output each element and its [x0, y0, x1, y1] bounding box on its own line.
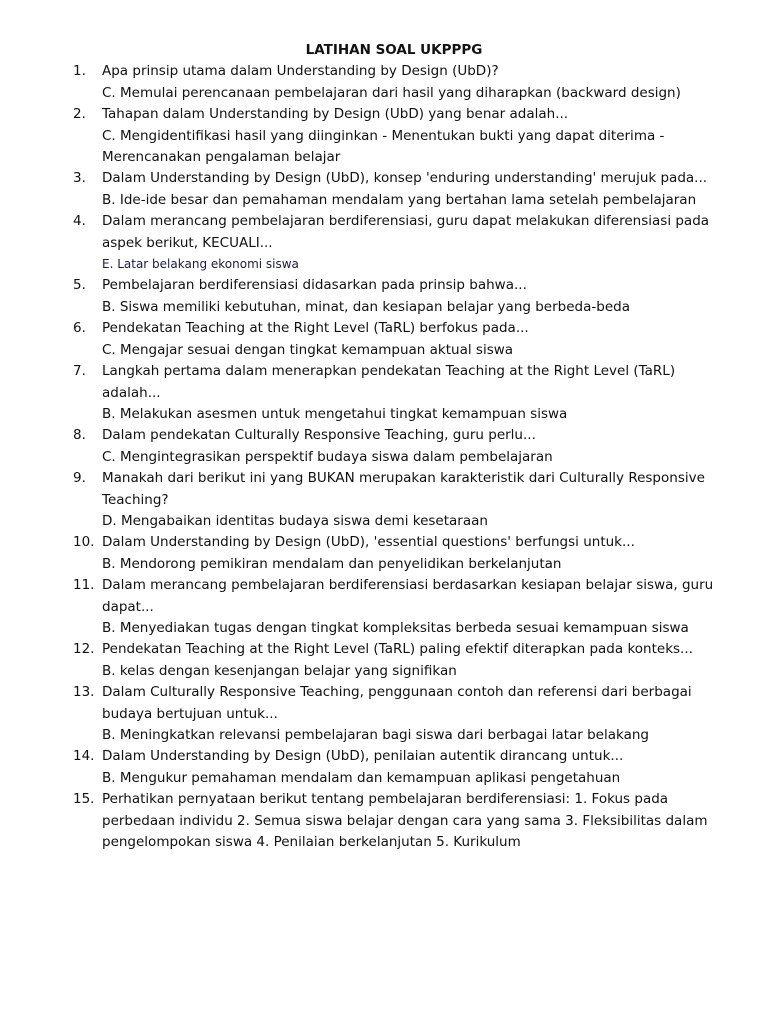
question-item	[0, 168, 768, 211]
question-item	[0, 639, 768, 682]
question-text: Apa prinsip utama dalam Understanding by Design (UbD)?	[102, 63, 499, 80]
answer-text: C. Mengidentifikasi hasil yang diinginkan - Menentukan bukti yang dapat diterima - Merencanakan pengalaman belajar	[102, 127, 665, 166]
answer-text: B. Meningkatkan relevansi pembelajaran bagi siswa dari berbagai latar belakang	[102, 727, 649, 743]
question-text: Manakah dari berikut ini yang BUKAN merupakan karakteristik dari Culturally Responsive Teaching?	[102, 470, 705, 508]
question-text: Pendekatan Teaching at the Right Level (TaRL) paling efektif diterapkan pada konteks...	[102, 641, 693, 658]
answer-text: B. Menyediakan tugas dengan tingkat kompleksitas berbeda sesuai kemampuan siswa	[102, 619, 689, 636]
question-number: 2.	[73, 106, 86, 123]
answer-text: B. Ide-ide besar dan pemahaman mendalam yang bertahan lama setelah pembelajaran	[102, 191, 697, 208]
question-item	[0, 575, 768, 639]
question-number: 7.	[73, 363, 86, 380]
answer-text: E. Latar belakang ekonomi siswa	[102, 257, 299, 272]
question-item	[0, 468, 768, 532]
answer-text: C. Mengajar sesuai dengan tingkat kemampuan aktual siswa	[102, 341, 514, 358]
question-item	[0, 789, 768, 853]
question-list	[0, 61, 768, 853]
question-number: 6.	[73, 320, 86, 337]
answer-text: B. Melakukan asesmen untuk mengetahui tingkat kemampuan siswa	[102, 405, 568, 422]
question-number: 4.	[73, 213, 86, 230]
question-number: 11.	[73, 577, 95, 594]
answer-text: B. kelas dengan kesenjangan belajar yang signifikan	[102, 662, 457, 679]
question-item	[0, 275, 768, 318]
question-item	[0, 532, 768, 575]
question-number: 3.	[73, 170, 86, 187]
answer-text: C. Memulai perencanaan pembelajaran dari hasil yang diharapkan (backward design)	[102, 84, 681, 101]
question-item	[0, 746, 768, 789]
question-item	[0, 61, 768, 104]
question-text: Tahapan dalam Understanding by Design (UbD) yang benar adalah...	[102, 106, 569, 123]
question-item	[0, 104, 768, 168]
question-item	[0, 425, 768, 468]
question-text: Dalam Understanding by Design (UbD), konsep 'enduring understanding' merujuk pada...	[102, 170, 708, 187]
question-number: 5.	[73, 277, 86, 294]
question-item	[0, 318, 768, 361]
question-text: Dalam pendekatan Culturally Responsive Teaching, guru perlu...	[102, 427, 536, 444]
question-text: Langkah pertama dalam menerapkan pendekatan Teaching at the Right Level (TaRL) adalah...	[102, 363, 676, 401]
question-text: Dalam Understanding by Design (UbD), penilaian autentik dirancang untuk...	[102, 748, 624, 765]
question-text: Dalam Understanding by Design (UbD), 'essential questions' berfungsi untuk...	[102, 534, 635, 551]
answer-text: B. Mengukur pemahaman mendalam dan kemampuan aplikasi pengetahuan	[102, 769, 621, 786]
question-number: 10.	[73, 534, 95, 551]
question-text: Dalam merancang pembelajaran berdiferensiasi berdasarkan kesiapan belajar siswa, guru dapat...	[102, 577, 714, 615]
question-number: 9.	[73, 470, 86, 487]
question-text: Dalam Culturally Responsive Teaching, penggunaan contoh dan referensi dari berbagai budaya bertujuan untuk...	[102, 684, 692, 722]
question-text: Pembelajaran berdiferensiasi didasarkan pada prinsip bahwa...	[102, 277, 527, 294]
question-number: 15.	[73, 791, 95, 808]
answer-text: B. Siswa memiliki kebutuhan, minat, dan kesiapan belajar yang berbeda-beda	[102, 298, 630, 315]
answer-text: D. Mengabaikan identitas budaya siswa demi kesetaraan	[102, 512, 488, 529]
page-title: LATIHAN SOAL UKPPPG	[305, 42, 483, 58]
question-number: 1.	[73, 63, 86, 80]
question-text: Dalam merancang pembelajaran berdiferensiasi, guru dapat melakukan diferensiasi pada aspek berikut, KECUALI...	[102, 213, 710, 251]
question-number: 13.	[73, 684, 95, 701]
question-text: Pendekatan Teaching at the Right Level (TaRL) berfokus pada...	[102, 320, 529, 337]
answer-text: B. Mendorong pemikiran mendalam dan penyelidikan berkelanjutan	[102, 555, 562, 572]
question-text: Perhatikan pernyataan berikut tentang pembelajaran berdiferensiasi: 1. Fokus pada perbedaan individu 2. Semua siswa belajar dengan cara yang sama 3. Fleksibilitas dalam pengelompokan siswa 4. Penilaian berkelanjutan 5. Kurikulum	[102, 791, 708, 851]
question-number: 14.	[73, 748, 95, 765]
question-number: 8.	[73, 427, 86, 444]
question-item	[0, 682, 768, 746]
question-item	[0, 361, 768, 425]
answer-text: C. Mengintegrasikan perspektif budaya siswa dalam pembelajaran	[102, 448, 553, 465]
question-item	[0, 211, 768, 275]
question-number: 12.	[73, 641, 95, 658]
